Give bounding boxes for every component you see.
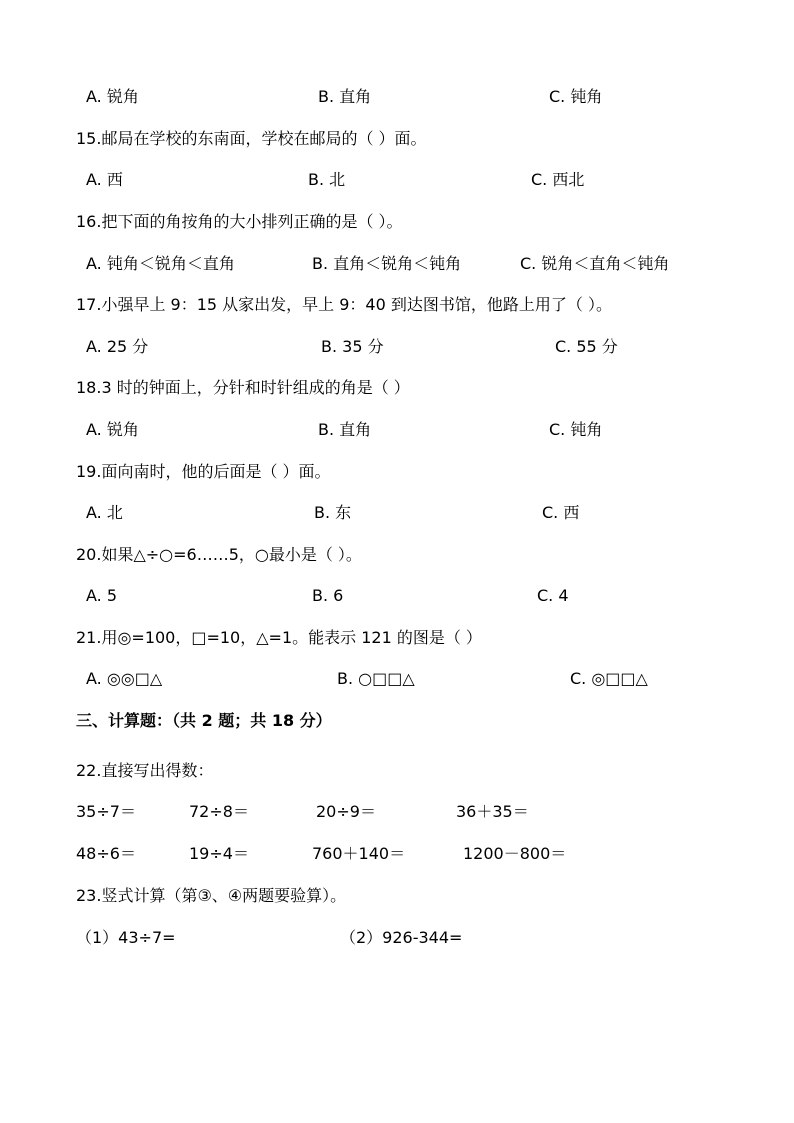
q15-option-b: B. 北 <box>308 170 346 189</box>
q22-r2-c2: 19÷4＝ <box>189 844 249 863</box>
q20-option-b: B. 6 <box>312 586 344 605</box>
q18-option-c: C. 钝角 <box>549 420 603 439</box>
section-title-calculation: 三、计算题：（共 2 题；共 18 分） <box>76 711 332 730</box>
q17-option-a: A. 25 分 <box>86 337 149 356</box>
q22-r1-c4: 36＋35＝ <box>456 802 529 821</box>
q17-option-c: C. 55 分 <box>555 337 618 356</box>
question-17: 17.小强早上 9：15 从家出发，早上 9：40 到达图书馆，他路上用了（ ）。 <box>76 295 612 314</box>
question-23: 23.竖式计算（第③、④两题要验算）。 <box>76 886 347 905</box>
question-20: 20.如果△÷○=6……5，○最小是（ ）。 <box>76 545 362 564</box>
q22-r1-c2: 72÷8＝ <box>189 802 249 821</box>
q17-option-b: B. 35 分 <box>321 337 384 356</box>
q20-option-a: A. 5 <box>86 586 118 605</box>
question-19: 19.面向南时，他的后面是（ ）面。 <box>76 462 331 481</box>
question-18: 18.3 时的钟面上，分针和时针组成的角是（ ） <box>76 378 410 397</box>
q18-option-a: A. 锐角 <box>86 420 139 439</box>
question-15: 15.邮局在学校的东南面，学校在邮局的（ ）面。 <box>76 129 427 148</box>
q18-option-b: B. 直角 <box>318 420 372 439</box>
q23-item-1: （1）43÷7= <box>76 928 176 947</box>
q22-r2-c4: 1200－800＝ <box>463 844 567 863</box>
q23-item-2: （2）926-344= <box>340 928 463 947</box>
question-16: 16.把下面的角按角的大小排列正确的是（ ）。 <box>76 212 403 231</box>
q19-option-c: C. 西 <box>542 503 580 522</box>
q22-r1-c1: 35÷7＝ <box>76 802 136 821</box>
q19-option-a: A. 北 <box>86 503 123 522</box>
question-22: 22.直接写出得数： <box>76 761 214 780</box>
q21-option-b: B. ○□□△ <box>337 669 415 688</box>
q19-option-b: B. 东 <box>314 503 352 522</box>
q15-option-c: C. 西北 <box>531 170 585 189</box>
q22-r2-c1: 48÷6＝ <box>76 844 136 863</box>
q21-option-a: A. ◎◎□△ <box>86 669 163 688</box>
q21-option-c: C. ◎□□△ <box>570 669 648 688</box>
q22-r2-c3: 760＋140＝ <box>312 844 406 863</box>
q16-option-b: B. 直角＜锐角＜钝角 <box>312 254 462 273</box>
question-21: 21.用◎=100，□=10，△=1。能表示 121 的图是（ ） <box>76 628 482 647</box>
q14-option-a: A. 锐角 <box>86 87 139 106</box>
q16-option-c: C. 锐角＜直角＜钝角 <box>520 254 670 273</box>
q22-r1-c3: 20÷9＝ <box>316 802 376 821</box>
q15-option-a: A. 西 <box>86 170 123 189</box>
q20-option-c: C. 4 <box>537 586 569 605</box>
q14-option-c: C. 钝角 <box>549 87 603 106</box>
q14-option-b: B. 直角 <box>318 87 372 106</box>
q16-option-a: A. 钝角＜锐角＜直角 <box>86 254 235 273</box>
